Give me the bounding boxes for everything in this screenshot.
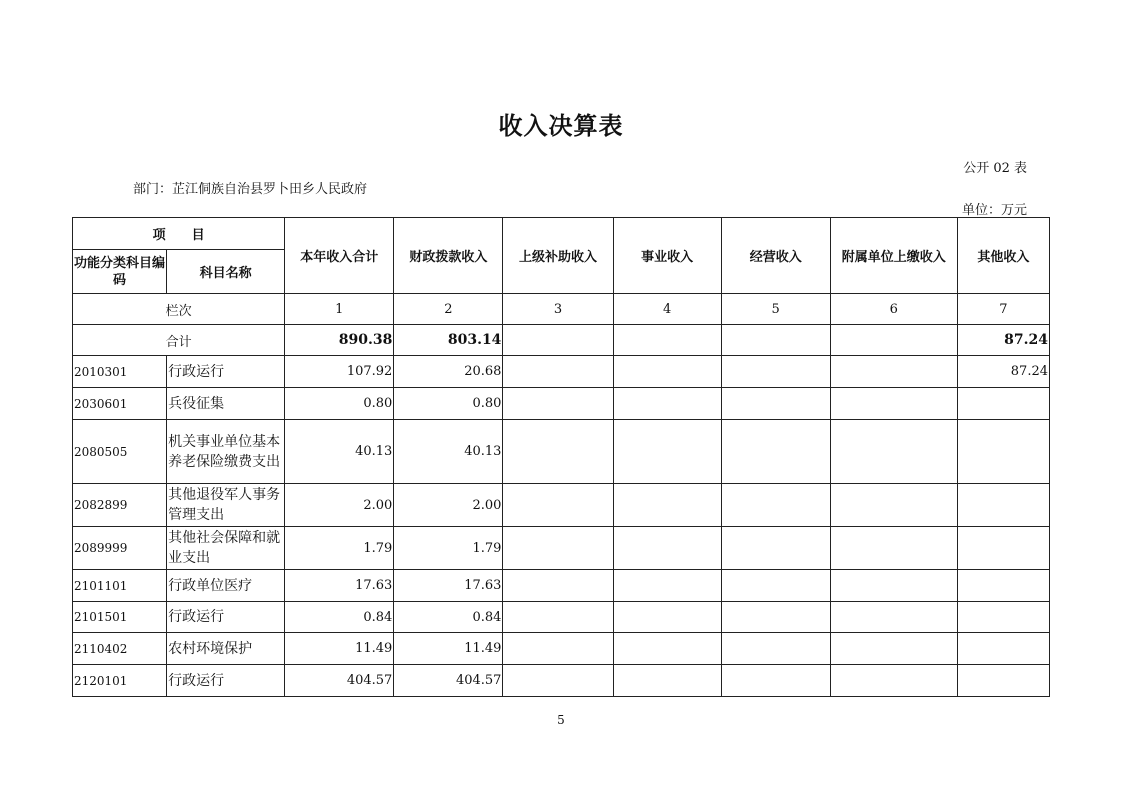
- header-col-4: 事业收入: [613, 218, 721, 294]
- table-row: [73, 570, 1050, 602]
- total-value: [613, 325, 721, 356]
- table-row: [73, 527, 1050, 570]
- table-row: [73, 420, 1050, 484]
- table-row: [73, 602, 1050, 633]
- column-number: 2: [394, 294, 503, 325]
- row-value: [957, 527, 1049, 570]
- row-value: [503, 484, 613, 527]
- row-code: 2120101: [73, 665, 167, 697]
- row-value: [957, 420, 1049, 484]
- row-value: 0.80: [394, 388, 503, 420]
- row-value: [721, 356, 830, 388]
- column-number: 5: [721, 294, 830, 325]
- row-name: 机关事业单位基本养老保险缴费支出: [167, 420, 285, 484]
- total-value: [721, 325, 830, 356]
- row-value: [721, 527, 830, 570]
- row-value: [830, 356, 957, 388]
- row-code: 2082899: [73, 484, 167, 527]
- page-title: 收入决算表: [498, 112, 624, 140]
- header-code: 功能分类科目编码: [73, 250, 167, 294]
- row-value: 87.24: [957, 356, 1049, 388]
- row-value: [830, 665, 957, 697]
- row-value: 40.13: [394, 420, 503, 484]
- row-value: 404.57: [285, 665, 394, 697]
- row-value: 1.79: [394, 527, 503, 570]
- header-col-3: 上级补助收入: [503, 218, 613, 294]
- row-value: 11.49: [394, 633, 503, 665]
- row-value: 404.57: [394, 665, 503, 697]
- row-value: [721, 602, 830, 633]
- row-value: [613, 633, 721, 665]
- row-value: [957, 665, 1049, 697]
- page-number: 5: [557, 713, 565, 727]
- row-value: [613, 484, 721, 527]
- row-name: 行政运行: [167, 602, 285, 633]
- row-value: [613, 420, 721, 484]
- row-code: 2110402: [73, 633, 167, 665]
- row-code: 2101501: [73, 602, 167, 633]
- row-value: [957, 633, 1049, 665]
- column-index-label: 栏次: [73, 294, 285, 325]
- total-label: 合计: [73, 325, 285, 356]
- row-value: [613, 665, 721, 697]
- total-value: 87.24: [957, 325, 1049, 356]
- row-code: 2010301: [73, 356, 167, 388]
- row-value: [503, 356, 613, 388]
- row-value: 2.00: [394, 484, 503, 527]
- row-value: [503, 570, 613, 602]
- row-value: [503, 527, 613, 570]
- row-value: [957, 388, 1049, 420]
- column-number: 1: [285, 294, 394, 325]
- row-code: 2089999: [73, 527, 167, 570]
- row-value: 17.63: [285, 570, 394, 602]
- row-name: 兵役征集: [167, 388, 285, 420]
- column-number: 3: [503, 294, 613, 325]
- row-value: [957, 484, 1049, 527]
- table-row: [73, 356, 1050, 388]
- row-name: 行政运行: [167, 665, 285, 697]
- row-code: 2101101: [73, 570, 167, 602]
- total-row: [73, 325, 1050, 356]
- row-value: [721, 570, 830, 602]
- row-value: [613, 356, 721, 388]
- row-value: [830, 420, 957, 484]
- row-name: 其他社会保障和就业支出: [167, 527, 285, 570]
- unit-label: 单位：万元: [961, 203, 1027, 218]
- row-value: [721, 633, 830, 665]
- form-number: 公开 02 表: [963, 161, 1027, 176]
- row-value: [503, 420, 613, 484]
- row-value: [957, 570, 1049, 602]
- table-row: [73, 665, 1050, 697]
- row-code: 2030601: [73, 388, 167, 420]
- row-value: [613, 388, 721, 420]
- row-value: [721, 388, 830, 420]
- header-col-1: 本年收入合计: [285, 218, 394, 294]
- row-value: [503, 665, 613, 697]
- column-number: 7: [957, 294, 1049, 325]
- row-value: [830, 570, 957, 602]
- department-label: 部门：芷江侗族自治县罗卜田乡人民政府: [133, 182, 368, 197]
- row-value: 0.84: [394, 602, 503, 633]
- header-name: 科目名称: [167, 250, 285, 294]
- row-value: 107.92: [285, 356, 394, 388]
- row-value: [613, 527, 721, 570]
- row-value: [503, 388, 613, 420]
- total-value: 803.14: [394, 325, 503, 356]
- row-value: 0.80: [285, 388, 394, 420]
- row-value: [830, 602, 957, 633]
- total-value: 890.38: [285, 325, 394, 356]
- row-value: 0.84: [285, 602, 394, 633]
- row-value: [721, 665, 830, 697]
- row-name: 其他退役军人事务管理支出: [167, 484, 285, 527]
- row-value: 20.68: [394, 356, 503, 388]
- row-value: [721, 484, 830, 527]
- column-index-row: [73, 294, 1050, 325]
- row-value: [830, 484, 957, 527]
- row-value: [830, 633, 957, 665]
- header-col-2: 财政拨款收入: [394, 218, 503, 294]
- row-value: [830, 527, 957, 570]
- row-value: [721, 420, 830, 484]
- column-number: 6: [830, 294, 957, 325]
- row-code: 2080505: [73, 420, 167, 484]
- table-row: [73, 633, 1050, 665]
- row-name: 农村环境保护: [167, 633, 285, 665]
- row-value: [613, 602, 721, 633]
- row-value: [503, 633, 613, 665]
- row-name: 行政单位医疗: [167, 570, 285, 602]
- header-item: 项 目: [73, 218, 285, 250]
- row-value: [503, 602, 613, 633]
- column-number: 4: [613, 294, 721, 325]
- table-row: [73, 484, 1050, 527]
- total-value: [503, 325, 613, 356]
- total-value: [830, 325, 957, 356]
- header-col-7: 其他收入: [957, 218, 1049, 294]
- row-value: 11.49: [285, 633, 394, 665]
- header-col-6: 附属单位上缴收入: [830, 218, 957, 294]
- row-value: 40.13: [285, 420, 394, 484]
- row-value: 1.79: [285, 527, 394, 570]
- row-value: [957, 602, 1049, 633]
- row-value: 2.00: [285, 484, 394, 527]
- table-row: [73, 388, 1050, 420]
- row-value: 17.63: [394, 570, 503, 602]
- income-table: [72, 217, 1050, 697]
- row-name: 行政运行: [167, 356, 285, 388]
- header-col-5: 经营收入: [721, 218, 830, 294]
- row-value: [830, 388, 957, 420]
- row-value: [613, 570, 721, 602]
